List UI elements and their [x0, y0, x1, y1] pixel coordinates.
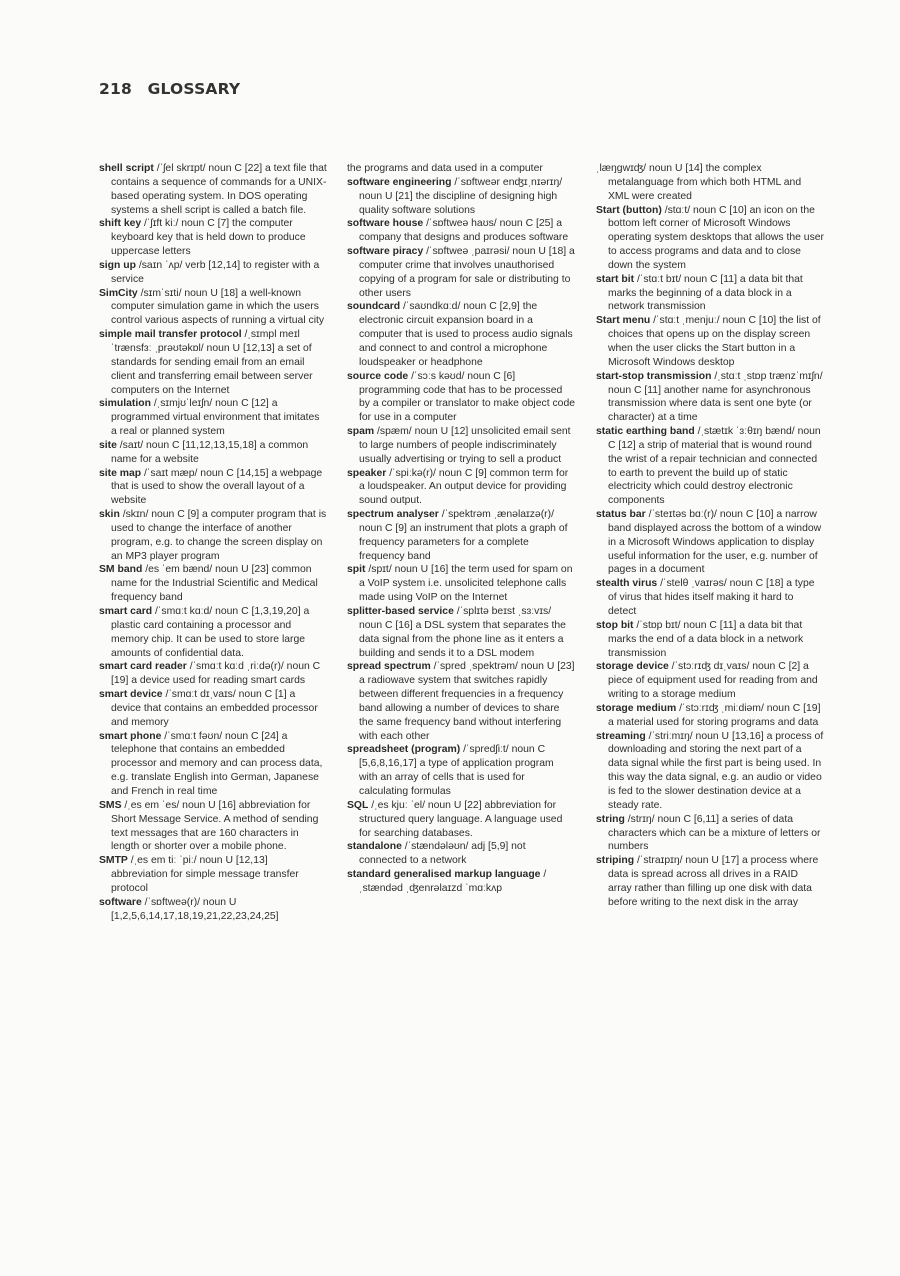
entry-definition: /ˈsɒftweə haʊs/ noun C [25] a company that designs and produces software	[359, 218, 569, 244]
entry-definition: /spɪt/ noun U [16] the term used for spam on a VoIP system i.e. unsolicited telephone calls made using VoIP on the Internet	[359, 564, 573, 604]
glossary-entry	[596, 577, 824, 619]
page-number: 218	[99, 80, 132, 98]
entry-definition: /strɪŋ/ noun C [6,11] a series of data characters which can be a mixture of letters or numbers	[608, 813, 821, 853]
entry-headword: spectrum analyser	[347, 509, 439, 521]
entry-definition: /ˈsɒftweər enʤɪˌnɪərɪŋ/ noun U [21] the discipline of designing high quality software solutions	[359, 176, 563, 216]
glossary-column-2	[347, 162, 575, 896]
entry-definition: /ˈsmɑːt kɑːd/ noun C [1,3,19,20] a plastic card containing a processor and memory chip. It can be used to store large amounts of confidential data.	[111, 606, 310, 659]
entry-definition: /ˈstraɪpɪŋ/ noun U [17] a process where data is spread across all drives in a RAID array rather than filling up one disk with data before writing to the next disk in the array	[608, 855, 819, 908]
entry-headword: SMTP	[99, 855, 128, 867]
glossary-entry	[99, 508, 327, 563]
entry-definition: /ˈstɔːrɪʤ ˌmiːdiəm/ noun C [19] a material used for storing programs and data	[608, 702, 821, 728]
entry-headword: site map	[99, 467, 142, 479]
glossary-entry	[596, 702, 824, 730]
glossary-entry	[99, 563, 327, 605]
glossary-entry	[596, 273, 824, 315]
entry-definition: /saɪn ˈʌp/ verb [12,14] to register with a service	[111, 259, 320, 285]
entry-definition: /ˌes em tiː ˈpiː/ noun U [12,13] abbreviation for simple message transfer protocol	[111, 855, 299, 894]
entry-headword: stealth virus	[596, 578, 658, 590]
entry-definition: /ˌstɑːt ˌstɒp trænzˈmɪʃn/ noun C [11] another name for asynchronous transmission where data is sent one byte (or character) at a time	[608, 370, 823, 424]
entry-headword: smart phone	[99, 730, 162, 742]
glossary-entry	[99, 605, 327, 660]
glossary-entry	[596, 854, 824, 909]
glossary-entry	[596, 619, 824, 661]
entry-definition: /es ˈem bænd/ noun U [23] common name for the Industrial Scientific and Medical frequency band	[111, 564, 318, 604]
entry-headword: software house	[347, 218, 424, 230]
glossary-entry	[347, 176, 575, 218]
entry-definition: /skɪn/ noun C [9] a computer program that is used to change the interface of another program, e.g. to change the screen display on an MP3 player program	[111, 509, 327, 562]
entry-headword: string	[596, 813, 625, 825]
entry-headword: simulation	[99, 398, 151, 410]
glossary-entry	[99, 397, 327, 439]
glossary-entry	[596, 204, 824, 273]
entry-definition: /ˈspektrəm ˌænəlaɪzə(r)/ noun C [9] an instrument that plots a graph of frequency parameters for a complete frequency band	[359, 509, 568, 562]
glossary-column-1	[99, 162, 327, 923]
entry-definition: /ˌsɪmpl meɪl ˈtrænsfɜː ˌprəʊtəkɒl/ noun U [12,13] a set of standards for sending email from an email client and transferring email between server computers on the Internet	[111, 329, 313, 396]
entry-definition: /ˈspred ˌspektrəm/ noun U [23] a radiowave system that switches rapidly between different frequencies in a frequency band allowing a number of devices to share the same frequency band without interfering with each other	[359, 661, 575, 742]
entry-definition: /ˈʃel skrɪpt/ noun C [22] a text file that contains a sequence of commands for a UNIX-based operating system. In DOS operating systems a shell script is called a batch file.	[111, 163, 327, 216]
entry-definition: /sɪmˈsɪti/ noun U [18] a well-known computer simulation game in which the users control various aspects of running a virtual city	[111, 287, 325, 327]
glossary-entry	[347, 605, 575, 660]
glossary-entry	[99, 896, 327, 924]
entry-definition: /ˈsɒftweə ˌpaɪrəsi/ noun U [18] a computer crime that involves unauthorised copying of a program for sale or distributing to other users	[359, 246, 575, 299]
entry-definition: /ˈspredʃiːt/ noun C [5,6,8,16,17] a type of application program with an array of cells that is used for calculating formulas	[359, 744, 554, 797]
glossary-entry	[596, 508, 824, 577]
entry-definition: /ˈsɒftweə(r)/ noun U [1,2,5,6,14,17,18,19,21,22,23,24,25]	[111, 896, 279, 922]
entry-headword: spam	[347, 426, 375, 438]
entry-headword: speaker	[347, 467, 387, 479]
glossary-entry	[347, 467, 575, 509]
entry-headword: software engineering	[347, 176, 452, 188]
entry-definition: /ˈsmɑːt dɪˌvaɪs/ noun C [1] a device that contains an embedded processor and memory	[111, 689, 318, 728]
glossary-entry	[99, 439, 327, 467]
glossary-entry	[347, 370, 575, 425]
page-header	[99, 80, 240, 98]
entry-definition: /stɑːt/ noun C [10] an icon on the bottom left corner of Microsoft Windows operating system desktops that allows the user to access programs and data and to close down the system	[608, 204, 825, 271]
entry-definition: /ˌstændəd ˌʤenrəlaɪzd ˈmɑːkʌp	[359, 869, 547, 894]
glossary-entry	[347, 563, 575, 605]
entry-definition: /spæm/ noun U [12] unsolicited email sent to large numbers of people indiscriminately usually advertising or trying to sell a product	[359, 426, 571, 465]
glossary-entry	[347, 217, 575, 245]
entry-definition: the programs and data used in a computer	[347, 163, 543, 174]
entry-headword: storage device	[596, 661, 669, 673]
entry-headword: SMS	[99, 799, 122, 811]
glossary-entry	[99, 730, 327, 799]
glossary-entry	[99, 287, 327, 329]
entry-definition: /ˌes em ˈes/ noun U [16] abbreviation for Short Message Service. A method of sending text messages that are 160 characters in length or shorter over a mobile phone.	[111, 799, 319, 853]
entry-headword: SQL	[347, 799, 369, 811]
entry-headword: status bar	[596, 509, 646, 521]
entry-definition: /ˈstɒp bɪt/ noun C [11] a data bit that marks the end of a data block in a network transmission	[608, 619, 804, 659]
entry-definition: /ˌsɪmjʊˈleɪʃn/ noun C [12] a programmed virtual environment that imitates a real or planned system	[111, 398, 320, 438]
entry-headword: software piracy	[347, 246, 424, 258]
glossary-entry	[596, 813, 824, 855]
entry-definition: /ˈstelθ ˌvaɪrəs/ noun C [18] a type of virus that hides itself making it hard to detect	[608, 578, 815, 617]
entry-headword: storage medium	[596, 702, 677, 714]
entry-headword: shell script	[99, 163, 154, 174]
entry-definition: /ˈstriːmɪŋ/ noun U [13,16] a process of downloading and storing the next part of a data signal while the first part is being used. In this way the data signal, e.g. an audio or video is fed to the slower destination device at a steady rate.	[608, 730, 824, 811]
entry-definition: /ˈstɔːrɪʤ dɪˌvaɪs/ noun C [2] a piece of equipment used for reading from and writing to a storage medium	[608, 661, 818, 701]
entry-headword: sign up	[99, 259, 136, 271]
entry-definition: /ˈstɑːt bɪt/ noun C [11] a data bit that marks the beginning of a data block in a network transmission	[608, 273, 803, 313]
entry-headword: stop bit	[596, 619, 634, 631]
entry-definition: /ˈstændələʊn/ adj [5,9] not connected to a network	[359, 841, 526, 867]
entry-headword: spread spectrum	[347, 661, 431, 673]
glossary-entry	[347, 425, 575, 467]
entry-headword: standard generalised markup language	[347, 869, 541, 881]
entry-headword: spreadsheet (program)	[347, 744, 461, 756]
glossary-entry	[596, 660, 824, 702]
glossary-column-3	[596, 162, 824, 910]
entry-headword: standalone	[347, 841, 402, 853]
glossary-entry	[596, 162, 824, 204]
glossary-entry	[347, 300, 575, 369]
entry-definition: /ˈsaɪt mæp/ noun C [14,15] a webpage that is used to show the overall layout of a website	[111, 467, 323, 507]
entry-headword: simple mail transfer protocol	[99, 329, 242, 341]
entry-headword: smart card	[99, 606, 153, 617]
entry-headword: striping	[596, 855, 635, 867]
entry-headword: SM band	[99, 564, 143, 576]
entry-definition: /ˈsplɪtə beɪst ˌsɜːvɪs/ noun C [16] a DSL system that separates the data signal from the phone line as it enters a building and sends it to a DSL modem	[359, 606, 566, 659]
entry-headword: soundcard	[347, 301, 401, 313]
glossary-entry	[347, 743, 575, 798]
glossary-entry	[99, 688, 327, 730]
entry-headword: smart device	[99, 689, 163, 701]
glossary-entry	[99, 162, 327, 217]
glossary-entry	[99, 799, 327, 854]
glossary-entry	[596, 314, 824, 369]
section-title: GLOSSARY	[147, 80, 241, 98]
glossary-entry	[347, 245, 575, 300]
entry-definition: /ˈsaʊndkɑːd/ noun C [2,9] the electronic circuit expansion board in a computer that is used to process audio signals and connect to and control a microphone loudspeaker or headphone	[359, 301, 573, 368]
entry-headword: Start (button)	[596, 204, 662, 216]
entry-headword: start bit	[596, 273, 635, 285]
entry-definition: /ˈspiːkə(r)/ noun C [9] common term for a loudspeaker. An output device for providing sound output.	[359, 467, 569, 507]
entry-definition: /ˈsmɑːt kɑːd ˌriːdə(r)/ noun C [19] a device used for reading smart cards	[111, 661, 321, 687]
entry-headword: shift key	[99, 218, 142, 230]
glossary-entry	[99, 328, 327, 397]
entry-definition: /ˌstætɪk ˈɜːθɪŋ bænd/ noun C [12] a strip of material that is wound round the wrist of a repair technician and connected to earth to prevent the build up of static electricity which could destroy electronic components	[608, 426, 821, 507]
entry-definition: /ˈstɑːt ˌmenjuː/ noun C [10] the list of choices that opens up on the display screen when the user clicks the Start button in a Microsoft Windows desktop	[608, 315, 821, 368]
glossary-entry	[99, 854, 327, 896]
entry-headword: smart card reader	[99, 661, 187, 673]
entry-definition: /saɪt/ noun C [11,12,13,15,18] a common name for a website	[111, 439, 309, 465]
entry-definition: /ˌes kjuː ˈel/ noun U [22] abbreviation for structured query language. A language used for searching databases.	[359, 799, 563, 839]
entry-definition: /ˈsɔːs kəʊd/ noun C [6] programming code that has to be processed by a compiler or translator to make object code for use in a computer	[359, 370, 575, 424]
entry-headword: software	[99, 896, 142, 908]
entry-definition: /ˈsmɑːt fəʊn/ noun C [24] a telephone that contains an embedded processor and memory and can process data, e.g. translate English into German, Japanese and French in real time	[111, 730, 323, 797]
glossary-entry	[99, 467, 327, 509]
glossary-entry	[596, 730, 824, 813]
glossary-entry	[99, 660, 327, 688]
entry-headword: spit	[347, 564, 366, 576]
entry-definition: ˌlæŋgwɪʤ/ noun U [14] the complex metalanguage from which both HTML and XML were created	[596, 163, 802, 202]
glossary-entry	[347, 660, 575, 743]
glossary-entry	[596, 370, 824, 425]
entry-headword: static earthing band	[596, 426, 695, 438]
glossary-entry	[347, 799, 575, 841]
entry-headword: SimCity	[99, 287, 138, 299]
entry-headword: streaming	[596, 730, 646, 742]
glossary-entry	[99, 217, 327, 259]
entry-headword: splitter-based service	[347, 606, 454, 617]
glossary-entry	[347, 162, 575, 176]
entry-headword: Start menu	[596, 315, 651, 327]
entry-headword: source code	[347, 370, 409, 382]
entry-headword: start-stop transmission	[596, 370, 712, 382]
glossary-entry	[347, 840, 575, 868]
glossary-entry	[347, 508, 575, 563]
entry-definition: /ˈʃɪft kiː/ noun C [7] the computer keyboard key that is held down to produce uppercase letters	[111, 218, 306, 258]
entry-headword: skin	[99, 509, 120, 521]
glossary-entry	[596, 425, 824, 508]
glossary-entry	[347, 868, 575, 896]
glossary-entry	[99, 259, 327, 287]
entry-headword: site	[99, 439, 117, 451]
entry-definition: /ˈsteɪtəs bɑː(r)/ noun C [10] a narrow band displayed across the bottom of a window in a Microsoft Windows application to display useful information for the user, e.g. number of pages in a document	[608, 509, 822, 576]
